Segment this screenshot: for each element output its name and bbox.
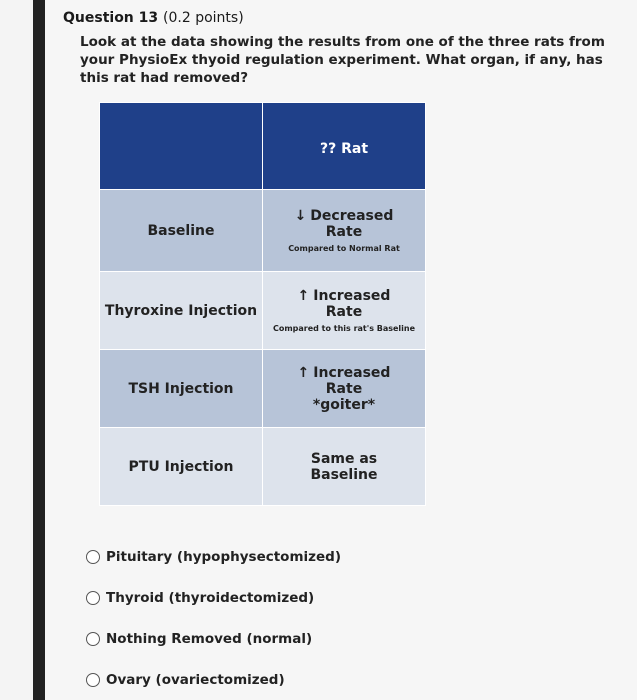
row-extra: *goiter* <box>312 396 376 413</box>
row-value: ↓ Decreased Rate Compared to Normal Rat <box>263 190 426 272</box>
radio-button[interactable] <box>86 550 100 564</box>
table-row <box>100 272 426 350</box>
row-value: ↑ Increased Rate *goiter* <box>263 350 426 428</box>
table-header-cell-empty <box>100 103 263 190</box>
table-row <box>100 350 426 428</box>
radio-button[interactable] <box>86 673 100 687</box>
arrow-down-icon: ↓ <box>294 208 307 224</box>
answer-options <box>86 536 341 700</box>
table-row <box>100 428 426 506</box>
table-row <box>100 190 426 272</box>
row-note: Compared to this rat's Baseline <box>272 324 416 333</box>
table-header-rat: ?? Rat <box>263 103 426 190</box>
radio-button[interactable] <box>86 591 100 605</box>
option-nothing-removed[interactable]: Nothing Removed (normal) <box>86 618 341 659</box>
question-title: Question 13 (0.2 points) <box>63 10 244 26</box>
table-header-row <box>100 103 426 190</box>
question-text: Look at the data showing the results from one of the three rats from your PhysioEx thyoid regulation experiment. What organ, if any, has this rat had removed? <box>80 34 605 86</box>
option-pituitary[interactable]: Pituitary (hypophysectomized) <box>86 536 341 577</box>
left-accent-bar <box>33 0 45 700</box>
arrow-up-icon: ↑ <box>297 364 310 381</box>
row-note: Compared to Normal Rat <box>288 244 400 253</box>
radio-button[interactable] <box>86 632 100 646</box>
arrow-up-icon: ↑ <box>297 288 310 304</box>
option-thyroid[interactable]: Thyroid (thyroidectomized) <box>86 577 341 618</box>
row-value: Same as Baseline <box>263 428 426 506</box>
row-label: Thyroxine Injection <box>100 272 263 350</box>
row-value: ↑ Increased Rate Compared to this rat's Baseline <box>263 272 426 350</box>
row-label: TSH Injection <box>100 350 263 428</box>
row-label: PTU Injection <box>100 428 263 506</box>
row-label: Baseline <box>100 190 263 272</box>
results-table <box>99 102 426 506</box>
option-ovary[interactable]: Ovary (ovariectomized) <box>86 659 341 700</box>
question-points: (0.2 points) <box>163 10 244 26</box>
